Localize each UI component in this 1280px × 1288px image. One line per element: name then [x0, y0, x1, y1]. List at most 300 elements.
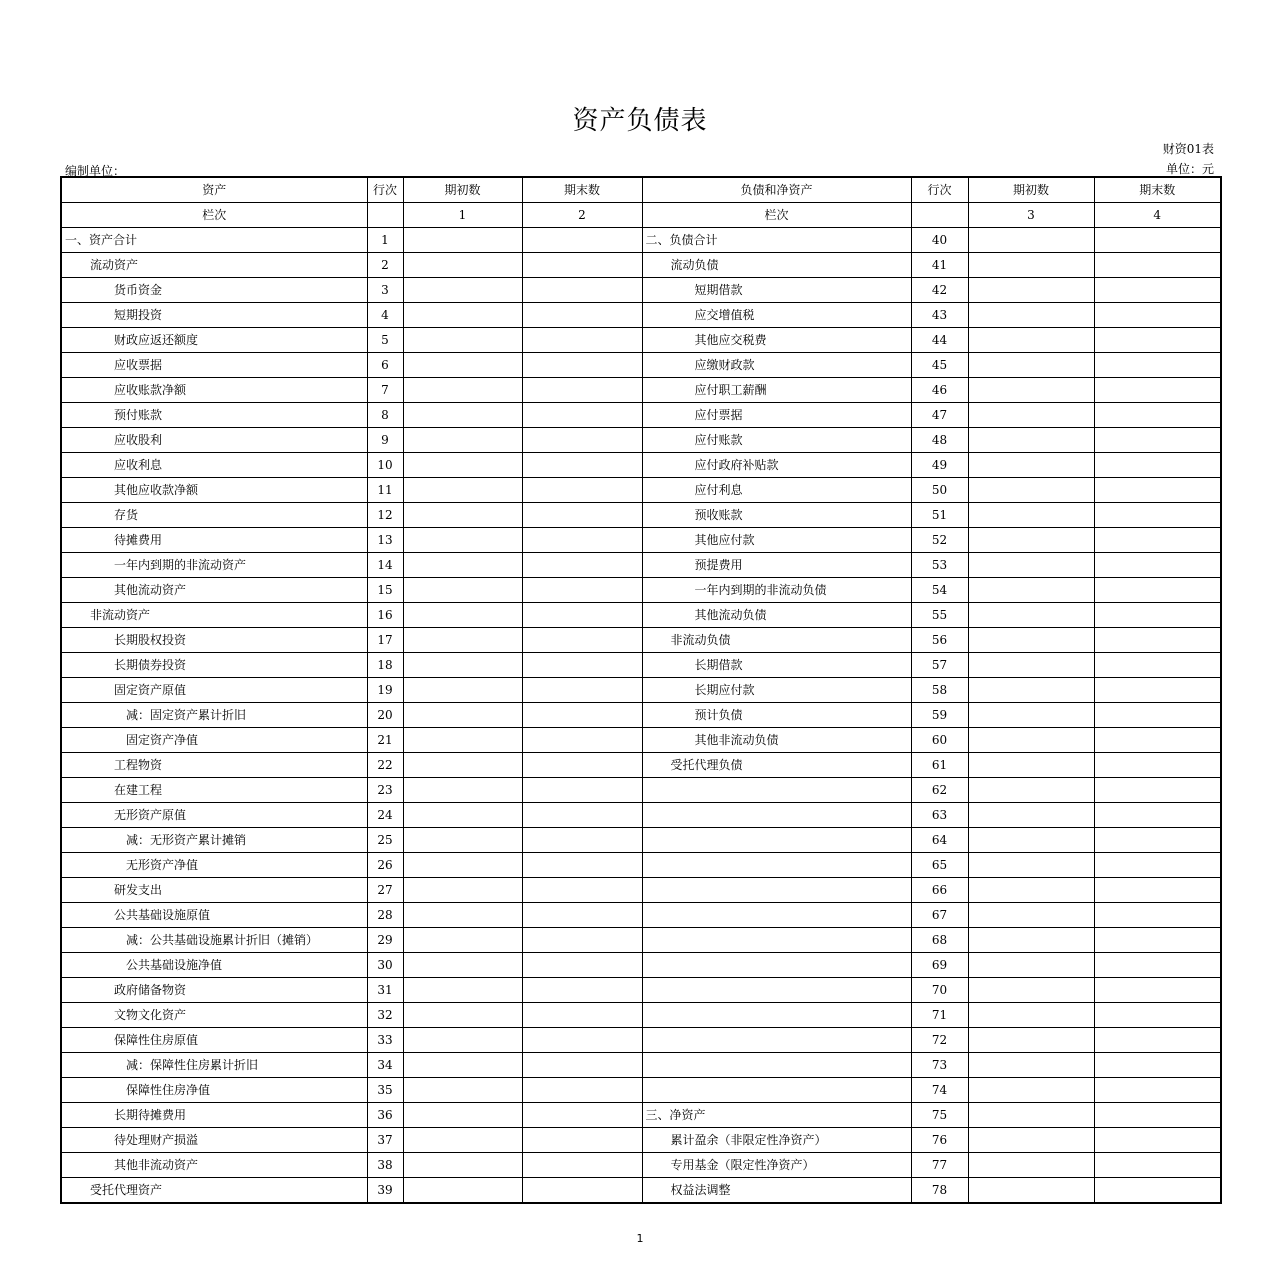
header-begin-2: 期初数 — [968, 177, 1094, 203]
page-title: 资产负债表 — [572, 106, 708, 136]
liability-item: 流动负债 — [642, 253, 911, 278]
table-row — [61, 478, 1221, 503]
liability-item: 应付职工薪酬 — [642, 378, 911, 403]
liability-begin-value — [968, 903, 1094, 928]
liability-row-number: 42 — [911, 278, 968, 303]
liability-end-value — [1094, 1078, 1221, 1103]
liability-end-value — [1094, 328, 1221, 353]
asset-item: 应收票据 — [61, 353, 367, 378]
table-row — [61, 978, 1221, 1003]
liability-item — [642, 778, 911, 803]
table-row — [61, 628, 1221, 653]
liability-begin-value — [968, 1128, 1094, 1153]
liability-row-number: 77 — [911, 1153, 968, 1178]
liability-item — [642, 1003, 911, 1028]
liability-row-number: 78 — [911, 1178, 968, 1204]
liability-begin-value — [968, 253, 1094, 278]
asset-row-number: 9 — [367, 428, 403, 453]
liability-row-number: 45 — [911, 353, 968, 378]
asset-end-value — [522, 703, 642, 728]
column-number-4: 4 — [1094, 203, 1221, 228]
table-row — [61, 703, 1221, 728]
liability-end-value — [1094, 553, 1221, 578]
asset-begin-value — [403, 678, 522, 703]
asset-row-number: 10 — [367, 453, 403, 478]
asset-begin-value — [403, 528, 522, 553]
table-row — [61, 803, 1221, 828]
asset-row-number: 25 — [367, 828, 403, 853]
liability-item: 短期借款 — [642, 278, 911, 303]
liability-item — [642, 1078, 911, 1103]
liability-begin-value — [968, 328, 1094, 353]
asset-end-value — [522, 603, 642, 628]
table-row — [61, 753, 1221, 778]
asset-begin-value — [403, 1178, 522, 1204]
liability-row-number: 46 — [911, 378, 968, 403]
asset-row-number: 4 — [367, 303, 403, 328]
asset-item: 政府储备物资 — [61, 978, 367, 1003]
liability-row-number: 62 — [911, 778, 968, 803]
liability-begin-value — [968, 1153, 1094, 1178]
asset-begin-value — [403, 1128, 522, 1153]
asset-begin-value — [403, 903, 522, 928]
asset-end-value — [522, 1003, 642, 1028]
liability-item: 其他应付款 — [642, 528, 911, 553]
liability-end-value — [1094, 303, 1221, 328]
asset-item: 一、资产合计 — [61, 228, 367, 253]
liability-begin-value — [968, 928, 1094, 953]
table-row — [61, 853, 1221, 878]
column-label-2: 栏次 — [642, 203, 911, 228]
header-liabilities: 负债和净资产 — [642, 177, 911, 203]
asset-end-value — [522, 253, 642, 278]
liability-row-number: 52 — [911, 528, 968, 553]
liability-end-value — [1094, 1103, 1221, 1128]
asset-row-number: 38 — [367, 1153, 403, 1178]
liability-row-number: 64 — [911, 828, 968, 853]
liability-row-number: 59 — [911, 703, 968, 728]
asset-end-value — [522, 403, 642, 428]
asset-row-number: 28 — [367, 903, 403, 928]
liability-begin-value — [968, 1178, 1094, 1204]
liability-begin-value — [968, 528, 1094, 553]
asset-begin-value — [403, 653, 522, 678]
liability-item: 预提费用 — [642, 553, 911, 578]
liability-row-number: 61 — [911, 753, 968, 778]
table-row — [61, 903, 1221, 928]
liability-row-number: 68 — [911, 928, 968, 953]
table-row — [61, 953, 1221, 978]
asset-end-value — [522, 953, 642, 978]
liability-begin-value — [968, 278, 1094, 303]
liability-row-number: 40 — [911, 228, 968, 253]
table-row — [61, 828, 1221, 853]
table-row — [61, 253, 1221, 278]
asset-item: 待处理财产损溢 — [61, 1128, 367, 1153]
liability-item: 受托代理负债 — [642, 753, 911, 778]
asset-end-value — [522, 1103, 642, 1128]
asset-item: 减：保障性住房累计折旧 — [61, 1053, 367, 1078]
liability-end-value — [1094, 1003, 1221, 1028]
asset-end-value — [522, 828, 642, 853]
asset-end-value — [522, 453, 642, 478]
liability-item: 预收账款 — [642, 503, 911, 528]
liability-begin-value — [968, 353, 1094, 378]
asset-row-number: 15 — [367, 578, 403, 603]
asset-item: 减：无形资产累计摊销 — [61, 828, 367, 853]
asset-end-value — [522, 878, 642, 903]
asset-row-number: 20 — [367, 703, 403, 728]
liability-end-value — [1094, 778, 1221, 803]
liability-end-value — [1094, 953, 1221, 978]
liability-begin-value — [968, 703, 1094, 728]
asset-begin-value — [403, 253, 522, 278]
asset-item: 应收账款净额 — [61, 378, 367, 403]
liability-end-value — [1094, 753, 1221, 778]
balance-sheet-table — [60, 176, 1222, 1204]
liability-item: 非流动负债 — [642, 628, 911, 653]
header-row-no-2: 行次 — [911, 177, 968, 203]
liability-end-value — [1094, 1178, 1221, 1204]
liability-end-value — [1094, 903, 1221, 928]
asset-row-number: 6 — [367, 353, 403, 378]
table-row — [61, 1053, 1221, 1078]
asset-row-number: 7 — [367, 378, 403, 403]
liability-end-value — [1094, 478, 1221, 503]
liability-item: 长期应付款 — [642, 678, 911, 703]
asset-begin-value — [403, 378, 522, 403]
unit-label: 单位：元 — [1165, 162, 1214, 176]
column-number-2: 2 — [522, 203, 642, 228]
asset-begin-value — [403, 553, 522, 578]
liability-item — [642, 978, 911, 1003]
liability-row-number: 67 — [911, 903, 968, 928]
table-row — [61, 503, 1221, 528]
table-row — [61, 428, 1221, 453]
liability-item: 应交增值税 — [642, 303, 911, 328]
table-row — [61, 378, 1221, 403]
liability-row-number: 47 — [911, 403, 968, 428]
asset-row-number: 19 — [367, 678, 403, 703]
asset-row-number: 8 — [367, 403, 403, 428]
asset-item: 其他流动资产 — [61, 578, 367, 603]
table-row — [61, 778, 1221, 803]
liability-end-value — [1094, 828, 1221, 853]
asset-end-value — [522, 503, 642, 528]
liability-row-number: 75 — [911, 1103, 968, 1128]
liability-row-number: 71 — [911, 1003, 968, 1028]
liability-row-number: 51 — [911, 503, 968, 528]
liability-begin-value — [968, 378, 1094, 403]
header-assets: 资产 — [61, 177, 367, 203]
asset-end-value — [522, 778, 642, 803]
column-blank-2 — [911, 203, 968, 228]
asset-item: 保障性住房原值 — [61, 1028, 367, 1053]
asset-item: 受托代理资产 — [61, 1178, 367, 1204]
asset-item: 固定资产原值 — [61, 678, 367, 703]
liability-begin-value — [968, 1028, 1094, 1053]
asset-end-value — [522, 653, 642, 678]
liability-item — [642, 853, 911, 878]
asset-begin-value — [403, 603, 522, 628]
asset-end-value — [522, 753, 642, 778]
asset-end-value — [522, 328, 642, 353]
asset-row-number: 5 — [367, 328, 403, 353]
asset-end-value — [522, 303, 642, 328]
table-row — [61, 728, 1221, 753]
asset-begin-value — [403, 503, 522, 528]
asset-row-number: 18 — [367, 653, 403, 678]
liability-row-number: 53 — [911, 553, 968, 578]
asset-end-value — [522, 378, 642, 403]
asset-end-value — [522, 528, 642, 553]
table-row — [61, 1078, 1221, 1103]
asset-item: 流动资产 — [61, 253, 367, 278]
liability-end-value — [1094, 703, 1221, 728]
liability-item: 其他非流动负债 — [642, 728, 911, 753]
asset-begin-value — [403, 228, 522, 253]
table-row — [61, 578, 1221, 603]
liability-begin-value — [968, 603, 1094, 628]
asset-item: 应收股利 — [61, 428, 367, 453]
asset-row-number: 24 — [367, 803, 403, 828]
liability-row-number: 63 — [911, 803, 968, 828]
liability-row-number: 58 — [911, 678, 968, 703]
liability-row-number: 70 — [911, 978, 968, 1003]
liability-begin-value — [968, 678, 1094, 703]
asset-row-number: 33 — [367, 1028, 403, 1053]
asset-item: 非流动资产 — [61, 603, 367, 628]
liability-end-value — [1094, 603, 1221, 628]
asset-begin-value — [403, 453, 522, 478]
asset-item: 长期股权投资 — [61, 628, 367, 653]
liability-item: 一年内到期的非流动负债 — [642, 578, 911, 603]
liability-row-number: 72 — [911, 1028, 968, 1053]
liability-end-value — [1094, 378, 1221, 403]
asset-begin-value — [403, 1103, 522, 1128]
liability-end-value — [1094, 1153, 1221, 1178]
liability-row-number: 48 — [911, 428, 968, 453]
liability-begin-value — [968, 1053, 1094, 1078]
liability-end-value — [1094, 528, 1221, 553]
liability-item: 累计盈余（非限定性净资产） — [642, 1128, 911, 1153]
table-row — [61, 303, 1221, 328]
liability-item: 二、负债合计 — [642, 228, 911, 253]
liability-item: 其他流动负债 — [642, 603, 911, 628]
asset-end-value — [522, 728, 642, 753]
asset-begin-value — [403, 1028, 522, 1053]
asset-end-value — [522, 1078, 642, 1103]
asset-end-value — [522, 228, 642, 253]
liability-end-value — [1094, 678, 1221, 703]
asset-item: 文物文化资产 — [61, 1003, 367, 1028]
asset-end-value — [522, 1153, 642, 1178]
liability-begin-value — [968, 553, 1094, 578]
asset-begin-value — [403, 753, 522, 778]
asset-row-number: 31 — [367, 978, 403, 1003]
liability-row-number: 56 — [911, 628, 968, 653]
asset-row-number: 27 — [367, 878, 403, 903]
liability-begin-value — [968, 828, 1094, 853]
page-number: 1 — [636, 1232, 644, 1245]
liability-end-value — [1094, 453, 1221, 478]
asset-end-value — [522, 553, 642, 578]
liability-row-number: 69 — [911, 953, 968, 978]
liability-end-value — [1094, 353, 1221, 378]
asset-begin-value — [403, 1153, 522, 1178]
table-row — [61, 928, 1221, 953]
asset-row-number: 26 — [367, 853, 403, 878]
asset-begin-value — [403, 1078, 522, 1103]
liability-item — [642, 828, 911, 853]
asset-row-number: 11 — [367, 478, 403, 503]
liability-end-value — [1094, 578, 1221, 603]
asset-row-number: 17 — [367, 628, 403, 653]
liability-item: 长期借款 — [642, 653, 911, 678]
asset-begin-value — [403, 303, 522, 328]
liability-begin-value — [968, 303, 1094, 328]
liability-begin-value — [968, 778, 1094, 803]
asset-end-value — [522, 628, 642, 653]
table-row — [61, 878, 1221, 903]
asset-item: 工程物资 — [61, 753, 367, 778]
asset-row-number: 23 — [367, 778, 403, 803]
asset-item: 研发支出 — [61, 878, 367, 903]
table-row — [61, 553, 1221, 578]
table-row — [61, 1128, 1221, 1153]
asset-begin-value — [403, 953, 522, 978]
liability-end-value — [1094, 228, 1221, 253]
asset-item: 长期债券投资 — [61, 653, 367, 678]
asset-item: 减：固定资产累计折旧 — [61, 703, 367, 728]
liability-end-value — [1094, 803, 1221, 828]
liability-end-value — [1094, 978, 1221, 1003]
asset-item: 应收利息 — [61, 453, 367, 478]
liability-row-number: 65 — [911, 853, 968, 878]
asset-item: 货币资金 — [61, 278, 367, 303]
liability-end-value — [1094, 428, 1221, 453]
table-row — [61, 403, 1221, 428]
asset-row-number: 35 — [367, 1078, 403, 1103]
asset-end-value — [522, 578, 642, 603]
liability-row-number: 54 — [911, 578, 968, 603]
liability-begin-value — [968, 853, 1094, 878]
liability-item — [642, 953, 911, 978]
liability-item — [642, 1053, 911, 1078]
asset-begin-value — [403, 978, 522, 1003]
liability-item: 应缴财政款 — [642, 353, 911, 378]
liability-item: 应付政府补贴款 — [642, 453, 911, 478]
column-blank — [367, 203, 403, 228]
liability-end-value — [1094, 1128, 1221, 1153]
asset-row-number: 13 — [367, 528, 403, 553]
asset-item: 无形资产净值 — [61, 853, 367, 878]
table-row — [61, 353, 1221, 378]
asset-item: 其他非流动资产 — [61, 1153, 367, 1178]
asset-end-value — [522, 428, 642, 453]
asset-item: 财政应返还额度 — [61, 328, 367, 353]
asset-row-number: 14 — [367, 553, 403, 578]
asset-row-number: 34 — [367, 1053, 403, 1078]
asset-item: 无形资产原值 — [61, 803, 367, 828]
liability-end-value — [1094, 728, 1221, 753]
liability-item: 权益法调整 — [642, 1178, 911, 1204]
asset-begin-value — [403, 1003, 522, 1028]
asset-begin-value — [403, 278, 522, 303]
column-label: 栏次 — [61, 203, 367, 228]
liability-item: 其他应交税费 — [642, 328, 911, 353]
asset-item: 其他应收款净额 — [61, 478, 367, 503]
liability-row-number: 49 — [911, 453, 968, 478]
liability-begin-value — [968, 578, 1094, 603]
asset-row-number: 12 — [367, 503, 403, 528]
liability-item — [642, 803, 911, 828]
liability-row-number: 55 — [911, 603, 968, 628]
asset-row-number: 2 — [367, 253, 403, 278]
asset-row-number: 30 — [367, 953, 403, 978]
asset-row-number: 29 — [367, 928, 403, 953]
asset-begin-value — [403, 353, 522, 378]
liability-begin-value — [968, 653, 1094, 678]
liability-row-number: 43 — [911, 303, 968, 328]
liability-end-value — [1094, 1028, 1221, 1053]
table-row — [61, 1153, 1221, 1178]
liability-item: 预计负债 — [642, 703, 911, 728]
asset-begin-value — [403, 778, 522, 803]
liability-row-number: 73 — [911, 1053, 968, 1078]
form-code: 财资01表 — [1162, 142, 1214, 156]
asset-begin-value — [403, 878, 522, 903]
header-end: 期末数 — [522, 177, 642, 203]
asset-row-number: 37 — [367, 1128, 403, 1153]
asset-begin-value — [403, 328, 522, 353]
column-number-row — [61, 203, 1221, 228]
liability-item — [642, 878, 911, 903]
asset-end-value — [522, 978, 642, 1003]
asset-end-value — [522, 1028, 642, 1053]
header-row — [61, 177, 1221, 203]
asset-item: 存货 — [61, 503, 367, 528]
liability-row-number: 57 — [911, 653, 968, 678]
asset-end-value — [522, 803, 642, 828]
asset-row-number: 22 — [367, 753, 403, 778]
asset-row-number: 3 — [367, 278, 403, 303]
header-begin: 期初数 — [403, 177, 522, 203]
asset-item: 短期投资 — [61, 303, 367, 328]
table-row — [61, 278, 1221, 303]
liability-begin-value — [968, 503, 1094, 528]
liability-end-value — [1094, 653, 1221, 678]
table-row — [61, 1028, 1221, 1053]
asset-end-value — [522, 1128, 642, 1153]
liability-item: 应付利息 — [642, 478, 911, 503]
table-row — [61, 1003, 1221, 1028]
asset-begin-value — [403, 403, 522, 428]
liability-end-value — [1094, 928, 1221, 953]
liability-row-number: 74 — [911, 1078, 968, 1103]
asset-begin-value — [403, 928, 522, 953]
asset-item: 一年内到期的非流动资产 — [61, 553, 367, 578]
preparer-label: 编制单位： — [65, 164, 126, 178]
liability-item: 应付票据 — [642, 403, 911, 428]
asset-end-value — [522, 1178, 642, 1204]
asset-begin-value — [403, 853, 522, 878]
liability-begin-value — [968, 228, 1094, 253]
liability-item: 专用基金（限定性净资产） — [642, 1153, 911, 1178]
asset-begin-value — [403, 428, 522, 453]
table-row — [61, 678, 1221, 703]
asset-end-value — [522, 278, 642, 303]
